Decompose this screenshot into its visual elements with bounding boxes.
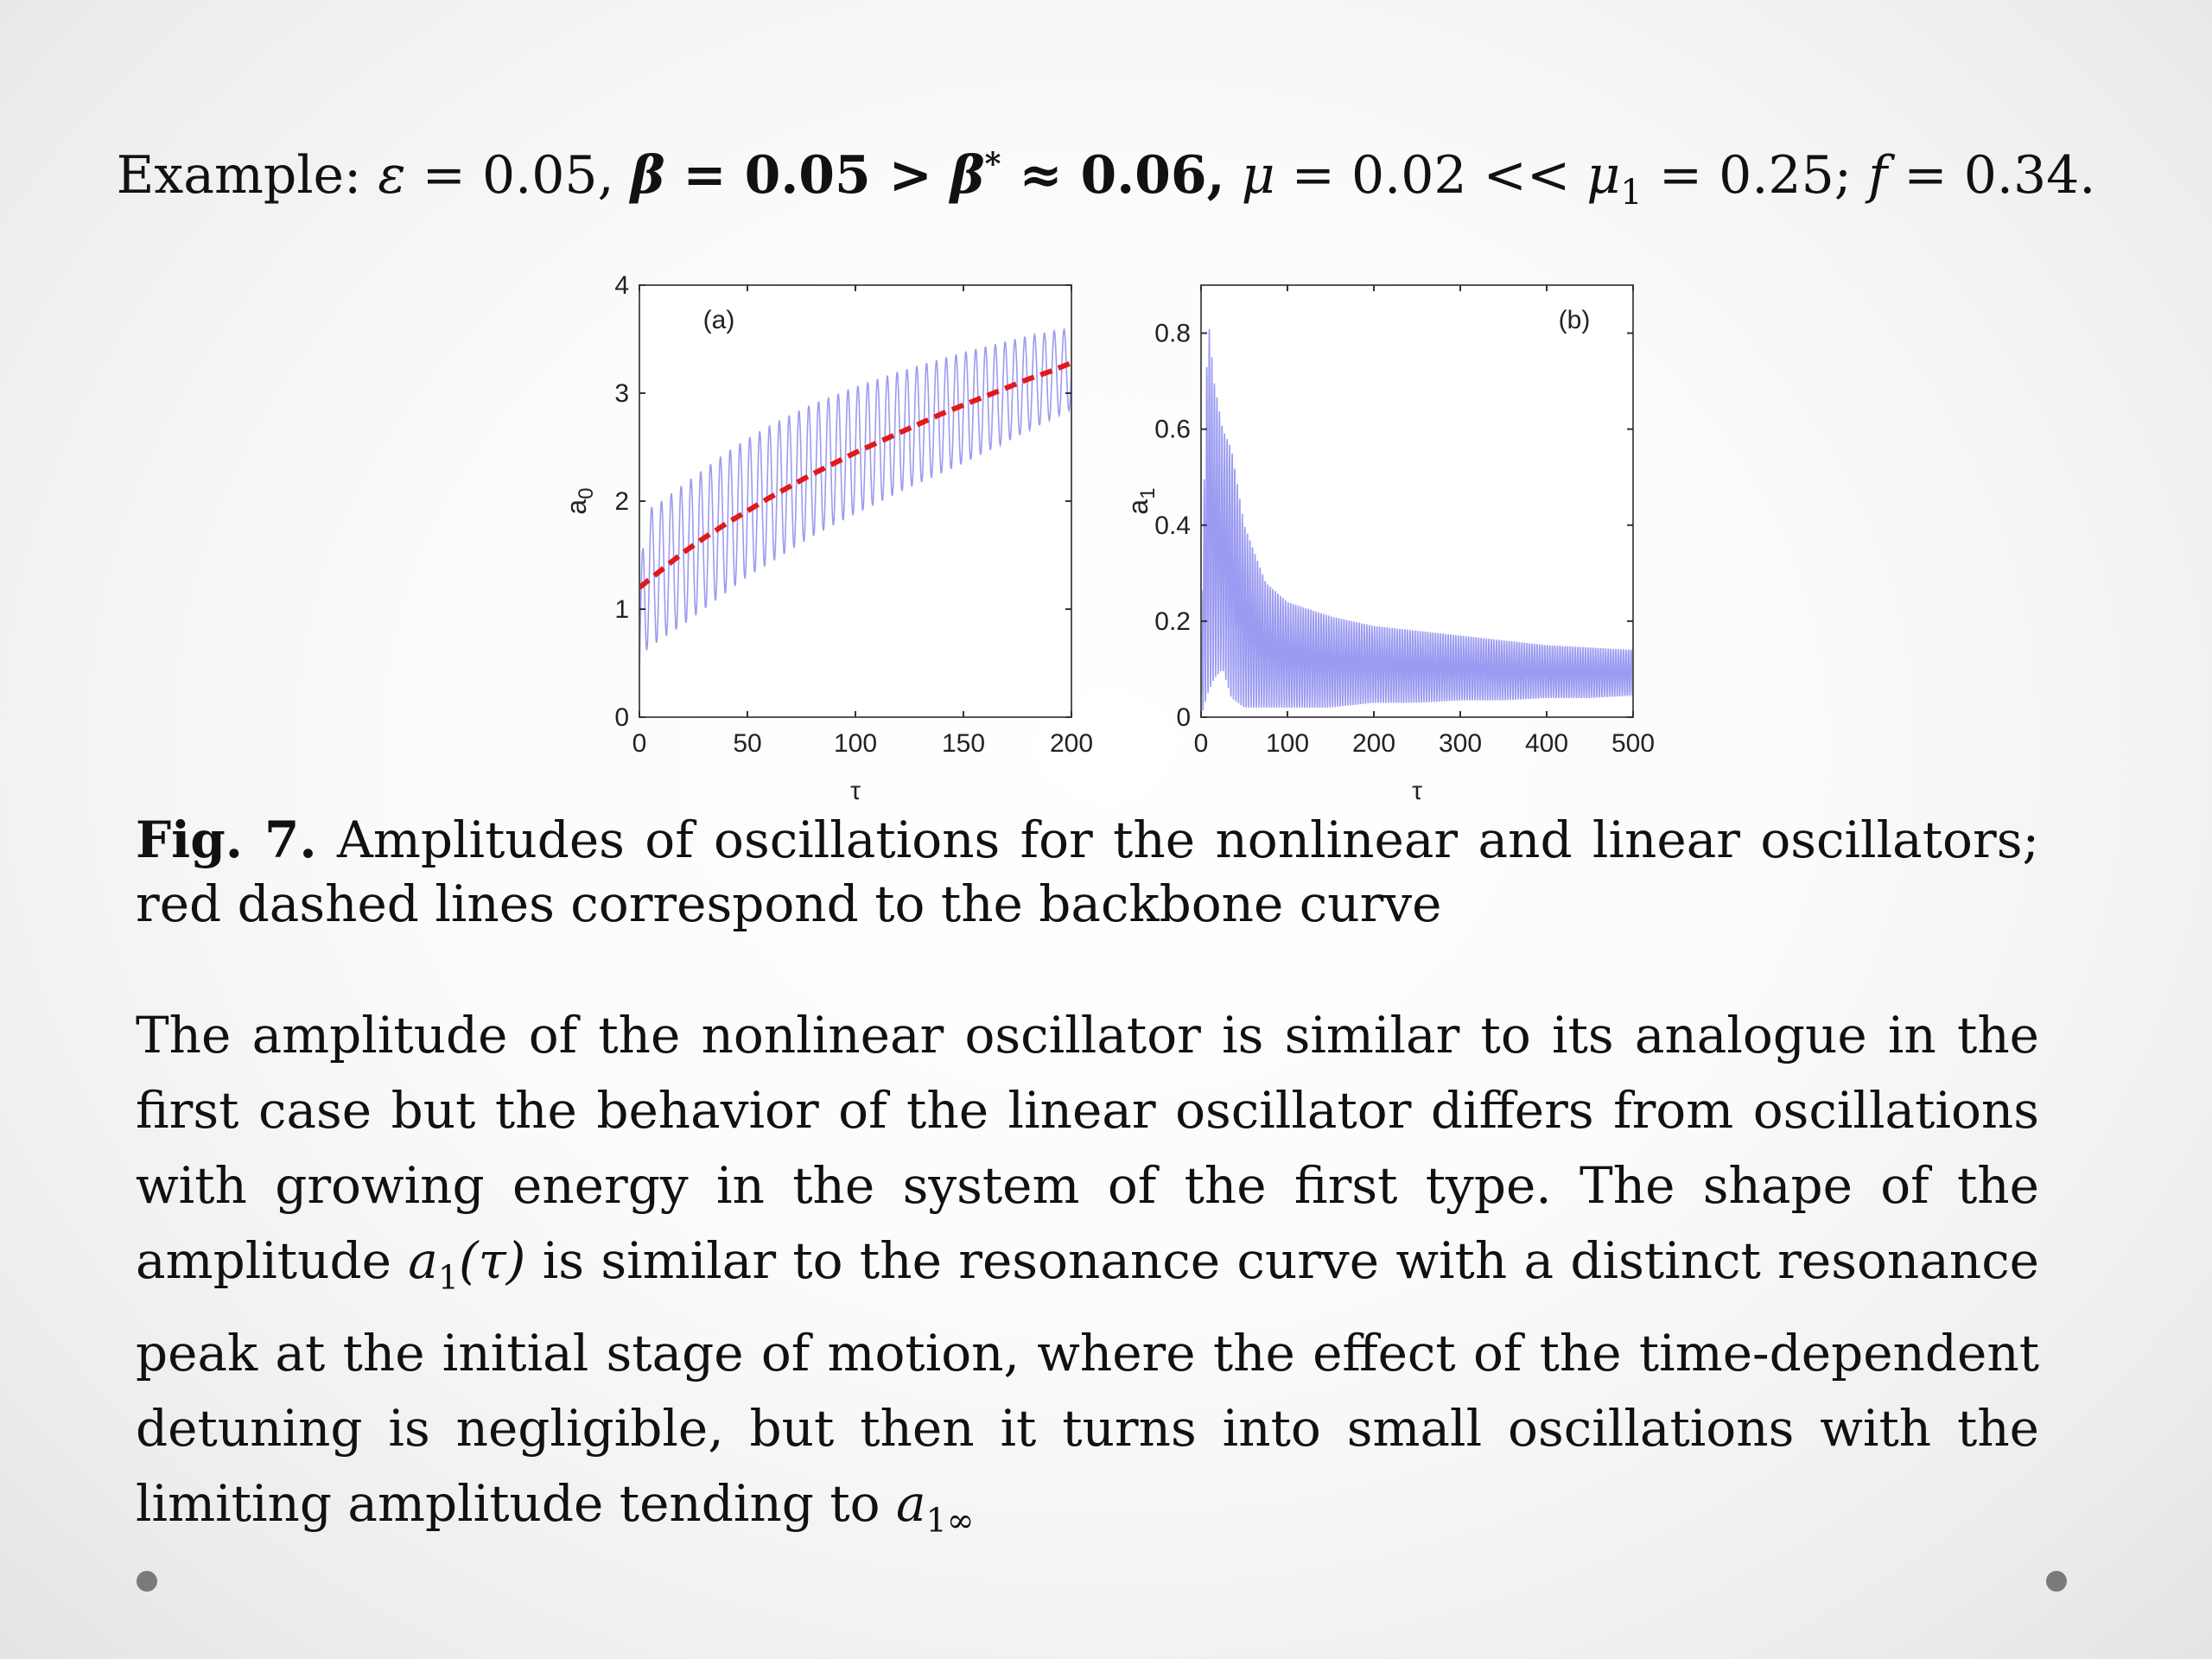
caption-text: Amplitudes of oscillations for the nonlinear and linear oscillators; red dashed lines correspond to the backbone curve xyxy=(136,810,2039,933)
body-paragraph: The amplitude of the nonlinear oscillator is similar to its analogue in the first case but the behavior of the linear oscillator differs from oscillations with growing energy in the system of the first type. The shape of the amplitude $a_1(\tau)$ is similar to the resonance curve with a distinct resonance peak at the initial stage of motion, where the effect of the time-dependent detuning is negligible, but then it turns into small oscillations with the limiting amplitude tending to $a_{1\infty}$ xyxy=(136,1006,2039,1540)
plot-a-xtick-label: 50 xyxy=(733,729,762,758)
plot-a-xtick-label: 0 xyxy=(632,729,647,758)
plot-a-xtick-label: 150 xyxy=(941,729,986,758)
plot-a-xtick-label: 200 xyxy=(1049,729,1094,758)
plot-a-panel-label: (a) xyxy=(702,306,735,334)
plot-b-xtick-label: 0 xyxy=(1193,729,1209,758)
plot-b-xtick-label: 300 xyxy=(1438,729,1483,758)
slide-bullet-right xyxy=(2046,1571,2067,1592)
plot-a-ytick-label: 4 xyxy=(614,271,629,300)
plot-a-ytick-label: 3 xyxy=(614,379,629,408)
plot-b-ylabel: $a_1$ xyxy=(1122,487,1160,515)
plot-b-ytick-label: 0.2 xyxy=(1154,607,1191,636)
plot-b-ytick-label: 0.4 xyxy=(1154,511,1191,540)
plot-a-ytick-label: 1 xyxy=(614,595,629,624)
plot-a-ylabel: $a_0$ xyxy=(561,487,598,515)
figure-label: Fig. 7. xyxy=(136,810,317,869)
plot-b-xtick-label: 200 xyxy=(1351,729,1396,758)
plot-b-panel-label: (b) xyxy=(1558,306,1591,334)
plot-b-xtick-label: 100 xyxy=(1265,729,1310,758)
plot-a-ytick-label: 2 xyxy=(614,487,629,516)
plot-a-xlabel: τ xyxy=(850,777,861,805)
plot-a-ytick-label: 0 xyxy=(614,703,629,732)
plot-a-xtick-label: 100 xyxy=(833,729,878,758)
plot-b-ytick-label: 0 xyxy=(1176,703,1191,732)
plot-b-ytick-label: 0.8 xyxy=(1154,319,1191,348)
plot-b-xtick-label: 400 xyxy=(1524,729,1569,758)
example-parameters: Example: ε = 0.05, β = 0.05 > β* ≈ 0.06, $\mu = 0.02 << \mu_1 = 0.25$; f = 0.34. xyxy=(116,145,2096,213)
plot-b-linear-amplitude xyxy=(1097,259,1668,812)
slide-bullet-left xyxy=(137,1571,157,1592)
plot-b-ytick-label: 0.6 xyxy=(1154,415,1191,444)
plot-a-nonlinear-amplitude xyxy=(536,259,1106,812)
plot-b-xlabel: τ xyxy=(1412,777,1422,805)
plot-b-xtick-label: 500 xyxy=(1611,729,1656,758)
figure-caption xyxy=(136,808,2039,936)
